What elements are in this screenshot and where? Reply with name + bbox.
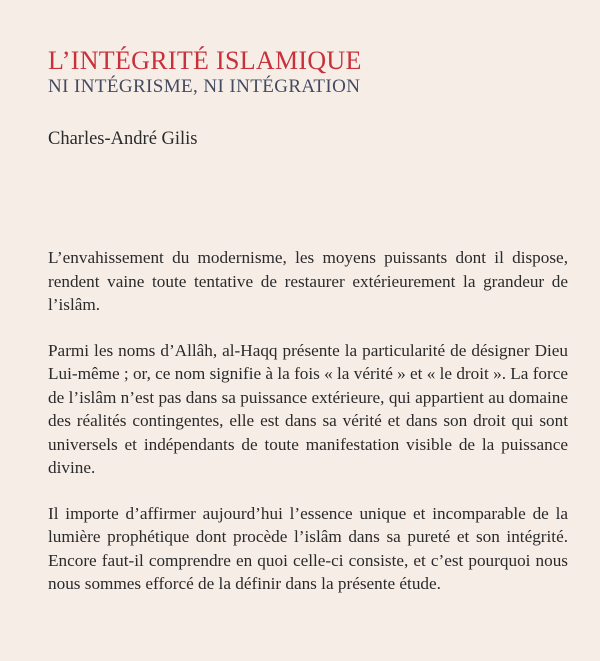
paragraph-3: Il importe d’affirmer aujourd’hui l’essence unique et incomparable de la lumière prophétique dont procède l’islâm dans sa pureté et son intégrité. Encore faut-il comprendre en quoi celle-ci consiste, et c’est pourquoi nous nous sommes efforcé de la définir dans la présente étude. bbox=[48, 503, 568, 593]
paragraph-2: Parmi les noms d’Allâh, al-Haqq présente la particularité de désigner Dieu Lui-même ; or, ce nom signifie à la fois « la vérité » et « le droit ». La force de l’islâm n’est pas dans sa puissance extérieure, qui appartient au domaine des réalités contingentes, elle est dans sa vérité et dans son droit qui sont universels et indépendants de toute manifestation visible de la puissance divine. bbox=[48, 340, 569, 477]
book-title: L’INTÉGRITÉ ISLAMIQUE bbox=[48, 46, 362, 75]
book-subtitle: NI INTÉGRISME, NI INTÉGRATION bbox=[48, 76, 361, 97]
author-name: Charles-André Gilis bbox=[48, 129, 198, 149]
blurb-text bbox=[48, 246, 568, 618]
paragraph-1: L’envahissement du modernisme, les moyens puissants dont il dispose, rendent vaine toute tentative de restaurer extérieurement la grandeur de l’islâm. bbox=[48, 248, 568, 314]
header bbox=[48, 46, 568, 150]
